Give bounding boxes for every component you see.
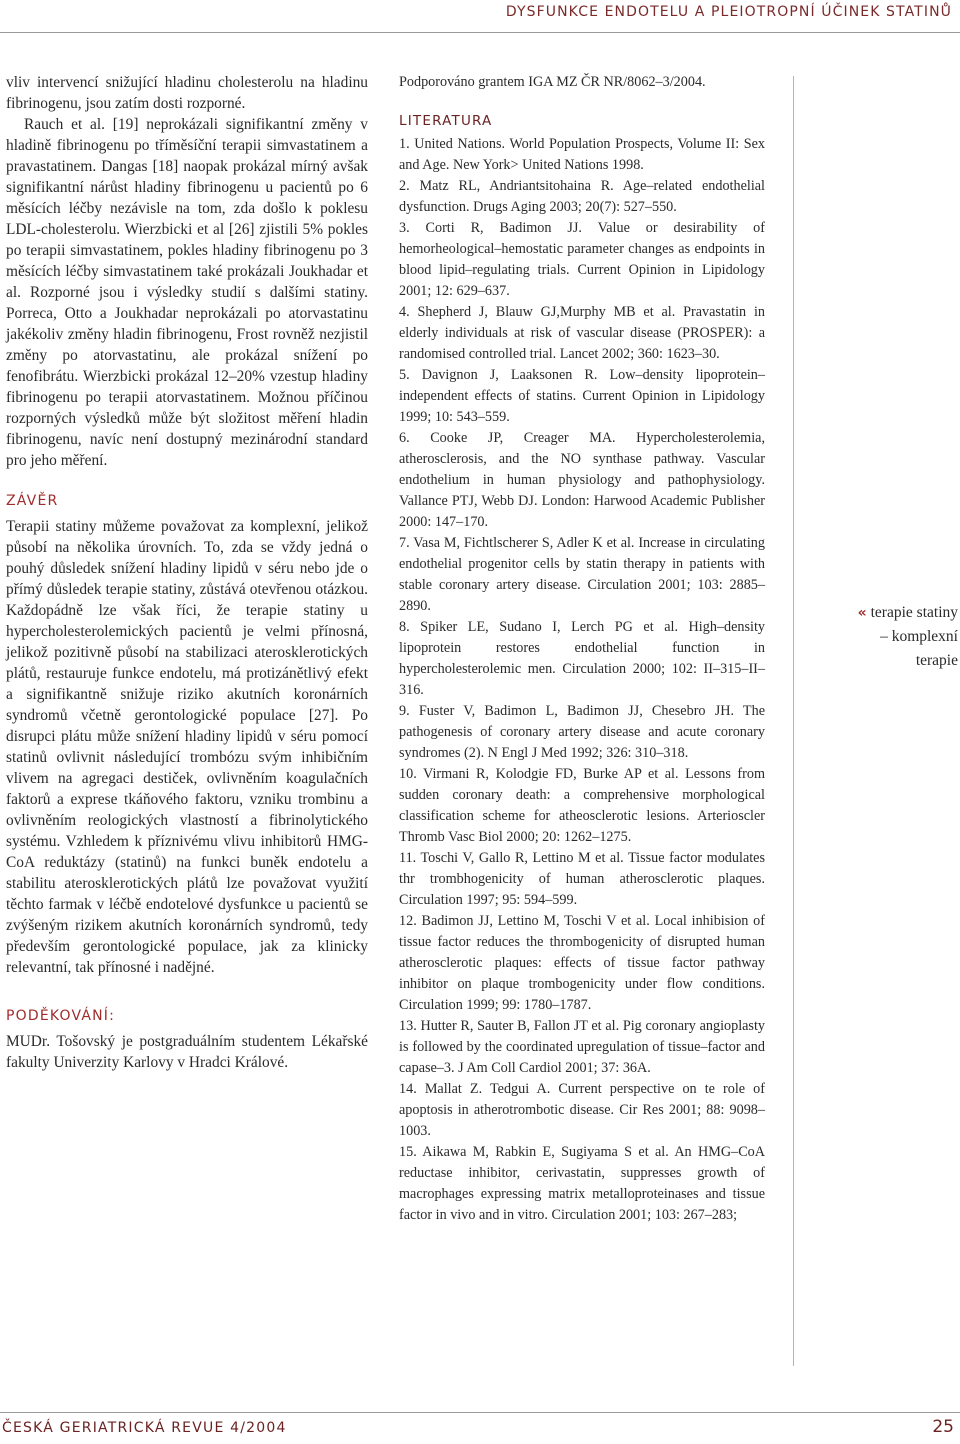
reference-item: 9. Fuster V, Badimon L, Badimon JJ, Chesebro JH. The pathogenesis of coronary artery disease and acute coronary syndromes (2). N Engl J Med 1992; 326: 310–318. [399, 703, 765, 761]
reference-item: 6. Cooke JP, Creager MA. Hypercholesterolemia, atherosclerosis, and the NO synthase pathway. Vascular endothelium in human physiology and pathophysiology. Vallance PTJ, Webb DJ. London: Harwood Academic Publisher 2000: 147–170. [399, 430, 765, 530]
grant-note: Podporováno grantem IGA MZ ČR NR/8062–3/2004. [399, 74, 706, 90]
paragraph-intro: vliv intervencí snižující hladinu cholesterolu na hladinu fibrinogenu, jsou zatím dosti rozporné. [6, 74, 368, 112]
reference-item: 5. Davignon J, Laaksonen R. Low–density lipoprotein–independent effects of statins. Current Opinion in Lipidology 1999; 10: 543–559. [399, 367, 765, 425]
column-divider [793, 76, 794, 1366]
reference-item: 15. Aikawa M, Rabkin E, Sugiyama S et al. An HMG–CoA reductase inhibitor, cerivastatin, suppresses growth of macrophages expressing matrix metalloproteinases and tissue factor in vivo and in vitro. Circulation 2001; 103: 267–283; [399, 1144, 765, 1223]
references-heading: LITERATURA [399, 113, 493, 129]
left-column [6, 72, 368, 1073]
quote-mark-icon: « [857, 605, 867, 621]
conclusion-heading: ZÁVĚR [6, 493, 59, 509]
footer-rule [0, 1412, 960, 1413]
reference-item: 11. Toschi V, Gallo R, Lettino M et al. Tissue factor modulates thr trombhogenicity of human atherosclerotic plaques. Circulation 1997; 95: 594–599. [399, 850, 765, 908]
page-number: 25 [932, 1417, 954, 1437]
reference-list [399, 134, 765, 1226]
reference-item: 14. Mallat Z. Tedgui A. Current perspective on te role of apoptosis in atherotrombotic disease. Cir Res 2001; 88: 9098–1003. [399, 1081, 765, 1139]
reference-item: 13. Hutter R, Sauter B, Fallon JT et al. Pig coronary angioplasty is followed by the coordinated upregulation of tissue–factor and capase–3. J Am Coll Cardiol 2001; 37: 36A. [399, 1018, 765, 1076]
reference-item: 7. Vasa M, Fichtlscherer S, Adler K et al. Increase in circulating endothelial progenitor cells by statin therapy in patients with stable coronary artery disease. Circulation 2001; 103: 2885–2890. [399, 535, 765, 614]
reference-item: 8. Spiker LE, Sudano I, Lerch PG et al. High–density lipoprotein restores endothelial function in hypercholesterolemic men. Circulation 2000; 102: II–315–II–316. [399, 619, 765, 698]
reference-item: 1. United Nations. World Population Prospects, Volume II: Sex and Age. New York> United Nations 1998. [399, 136, 765, 173]
reference-item: 4. Shepherd J, Blauw GJ,Murphy MB et al. Pravastatin in elderly individuals at risk of vascular disease (PROSPER): a randomised controlled trial. Lancet 2002; 360: 1623–30. [399, 304, 765, 362]
acknowledgement-heading: PODĚKOVÁNÍ: [6, 1008, 116, 1024]
conclusion-paragraph: Terapii statiny můžeme považovat za komplexní, jelikož působí na několika úrovních. To, zda se vždy jedná o pouhý důsledek snížení hladiny lipidů v séru nebo jde o přímý důsledek terapie statiny, zůstává otevřenou otázkou. Každopádně lze však říci, že terapie statiny u hypercholesterolemických pacientů je velmi přínosná, jelikož pozitivně působí na stabilizaci aterosklerotických plátů, restauruje funkce endotelu, má protizánětlivý efekt a signifikantně snižuje riziko akutních koronárních syndromů včetně gerontologické populace [27]. Po disrupci plátu může snížení hladiny lipidů v séru pomocí statinů ovlivnit následující trombózu svým inhibičním vlivem na agregaci destiček, ovlivněním koagulačních faktorů a exprese tkáňového faktoru, vzniku trombinu a ovlivněním reologických vlastností a fibrinolytického systému. Vzhledem k příznivému vlivu inhibitorů HMG-CoA reduktázy (statinů) na funkci buněk endotelu a stabilitu aterosklerotických plátů lze považovat využití těchto farmak v léčbě endotelové dysfunkce u pacientů se zvýšeným rizikem akutních koronárních syndromů, tedy především gerontologické populace, jak za klinicky relevantní, tak přínosné i nadějné. [6, 518, 368, 976]
pull-quote-line: terapie statiny [870, 604, 958, 621]
reference-item: 3. Corti R, Badimon JJ. Value or desirability of hemorheological–hemostatic parameter changes as endpoints in blood lipid–regulating trials. Current Opinion in Lipidology 2001; 12: 629–637. [399, 220, 765, 299]
header-rule [0, 32, 960, 33]
pull-quote [796, 601, 958, 673]
paragraph-fibrinogen: Rauch et al. [19] neprokázali signifikantní změny v hladině fibrinogenu po tříměsíční terapii simvastatinem a pravastatinem. Dangas [18] naopak prokázal mírný avšak signifikantní nárůst hladiny fibrinogenu u pacientů po 6 měsících léčby nezávisle na tom, zda došlo k poklesu LDL-cholesterolu. Wierzbicki et al [26] zjistili 5% pokles po terapii simvastatinem, pokles hladiny fibrinogenu po 3 měsících léčby simvastatinem také prokázali Joukhadar et al. Rozporné jsou i výsledky studií s dalšími statiny. Porreca, Otto a Joukhadar neprokázali po atorvastatinu jakékoliv změny hladin fibrinogenu, Frost rovněž nezjistil změny po atorvastatinu, ale prokázal snížení po fenofibrátu. Wierzbicki prokázal 12–20% vzestup hladiny fibrinogenu po terapii atorvastatinem. Možnou příčinou rozporných výsledků může být složitost měření hladin fibrinogenu, navíc není dostupný mezinárodní standard pro jeho měření. [6, 116, 368, 469]
reference-item: 2. Matz RL, Andriantsitohaina R. Age–related endothelial dysfunction. Drugs Aging 2003; 20(7): 527–550. [399, 178, 765, 215]
reference-item: 12. Badimon JJ, Lettino M, Toschi V et al. Local inhibision of tissue factor reduces the thrombogenicity of disrupted human atherosclerotic plaques: effects of tissue factor pathway inhibitor on plaque trombogenicity under flow conditions. Circulation 1999; 99: 1780–1787. [399, 913, 765, 1013]
pull-quote-line: – komplexní [880, 628, 958, 645]
journal-name: ČESKÁ GERIATRICKÁ REVUE 4/2004 [2, 1420, 287, 1436]
running-header: DYSFUNKCE ENDOTELU A PLEIOTROPNÍ ÚČINEK STATINŮ [505, 4, 952, 20]
acknowledgement-paragraph: MUDr. Tošovský je postgraduálním studentem Lékařské fakulty Univerzity Karlovy v Hradci Králové. [6, 1033, 368, 1071]
pull-quote-line: terapie [915, 652, 958, 669]
reference-item: 10. Virmani R, Kolodgie FD, Burke AP et al. Lessons from sudden coronary death: a comprehensive morphological classification scheme for atheosclerotic lesions. Arterioscler Thromb Vasc Biol 2000; 20: 1262–1275. [399, 766, 765, 845]
middle-column [399, 72, 765, 1226]
